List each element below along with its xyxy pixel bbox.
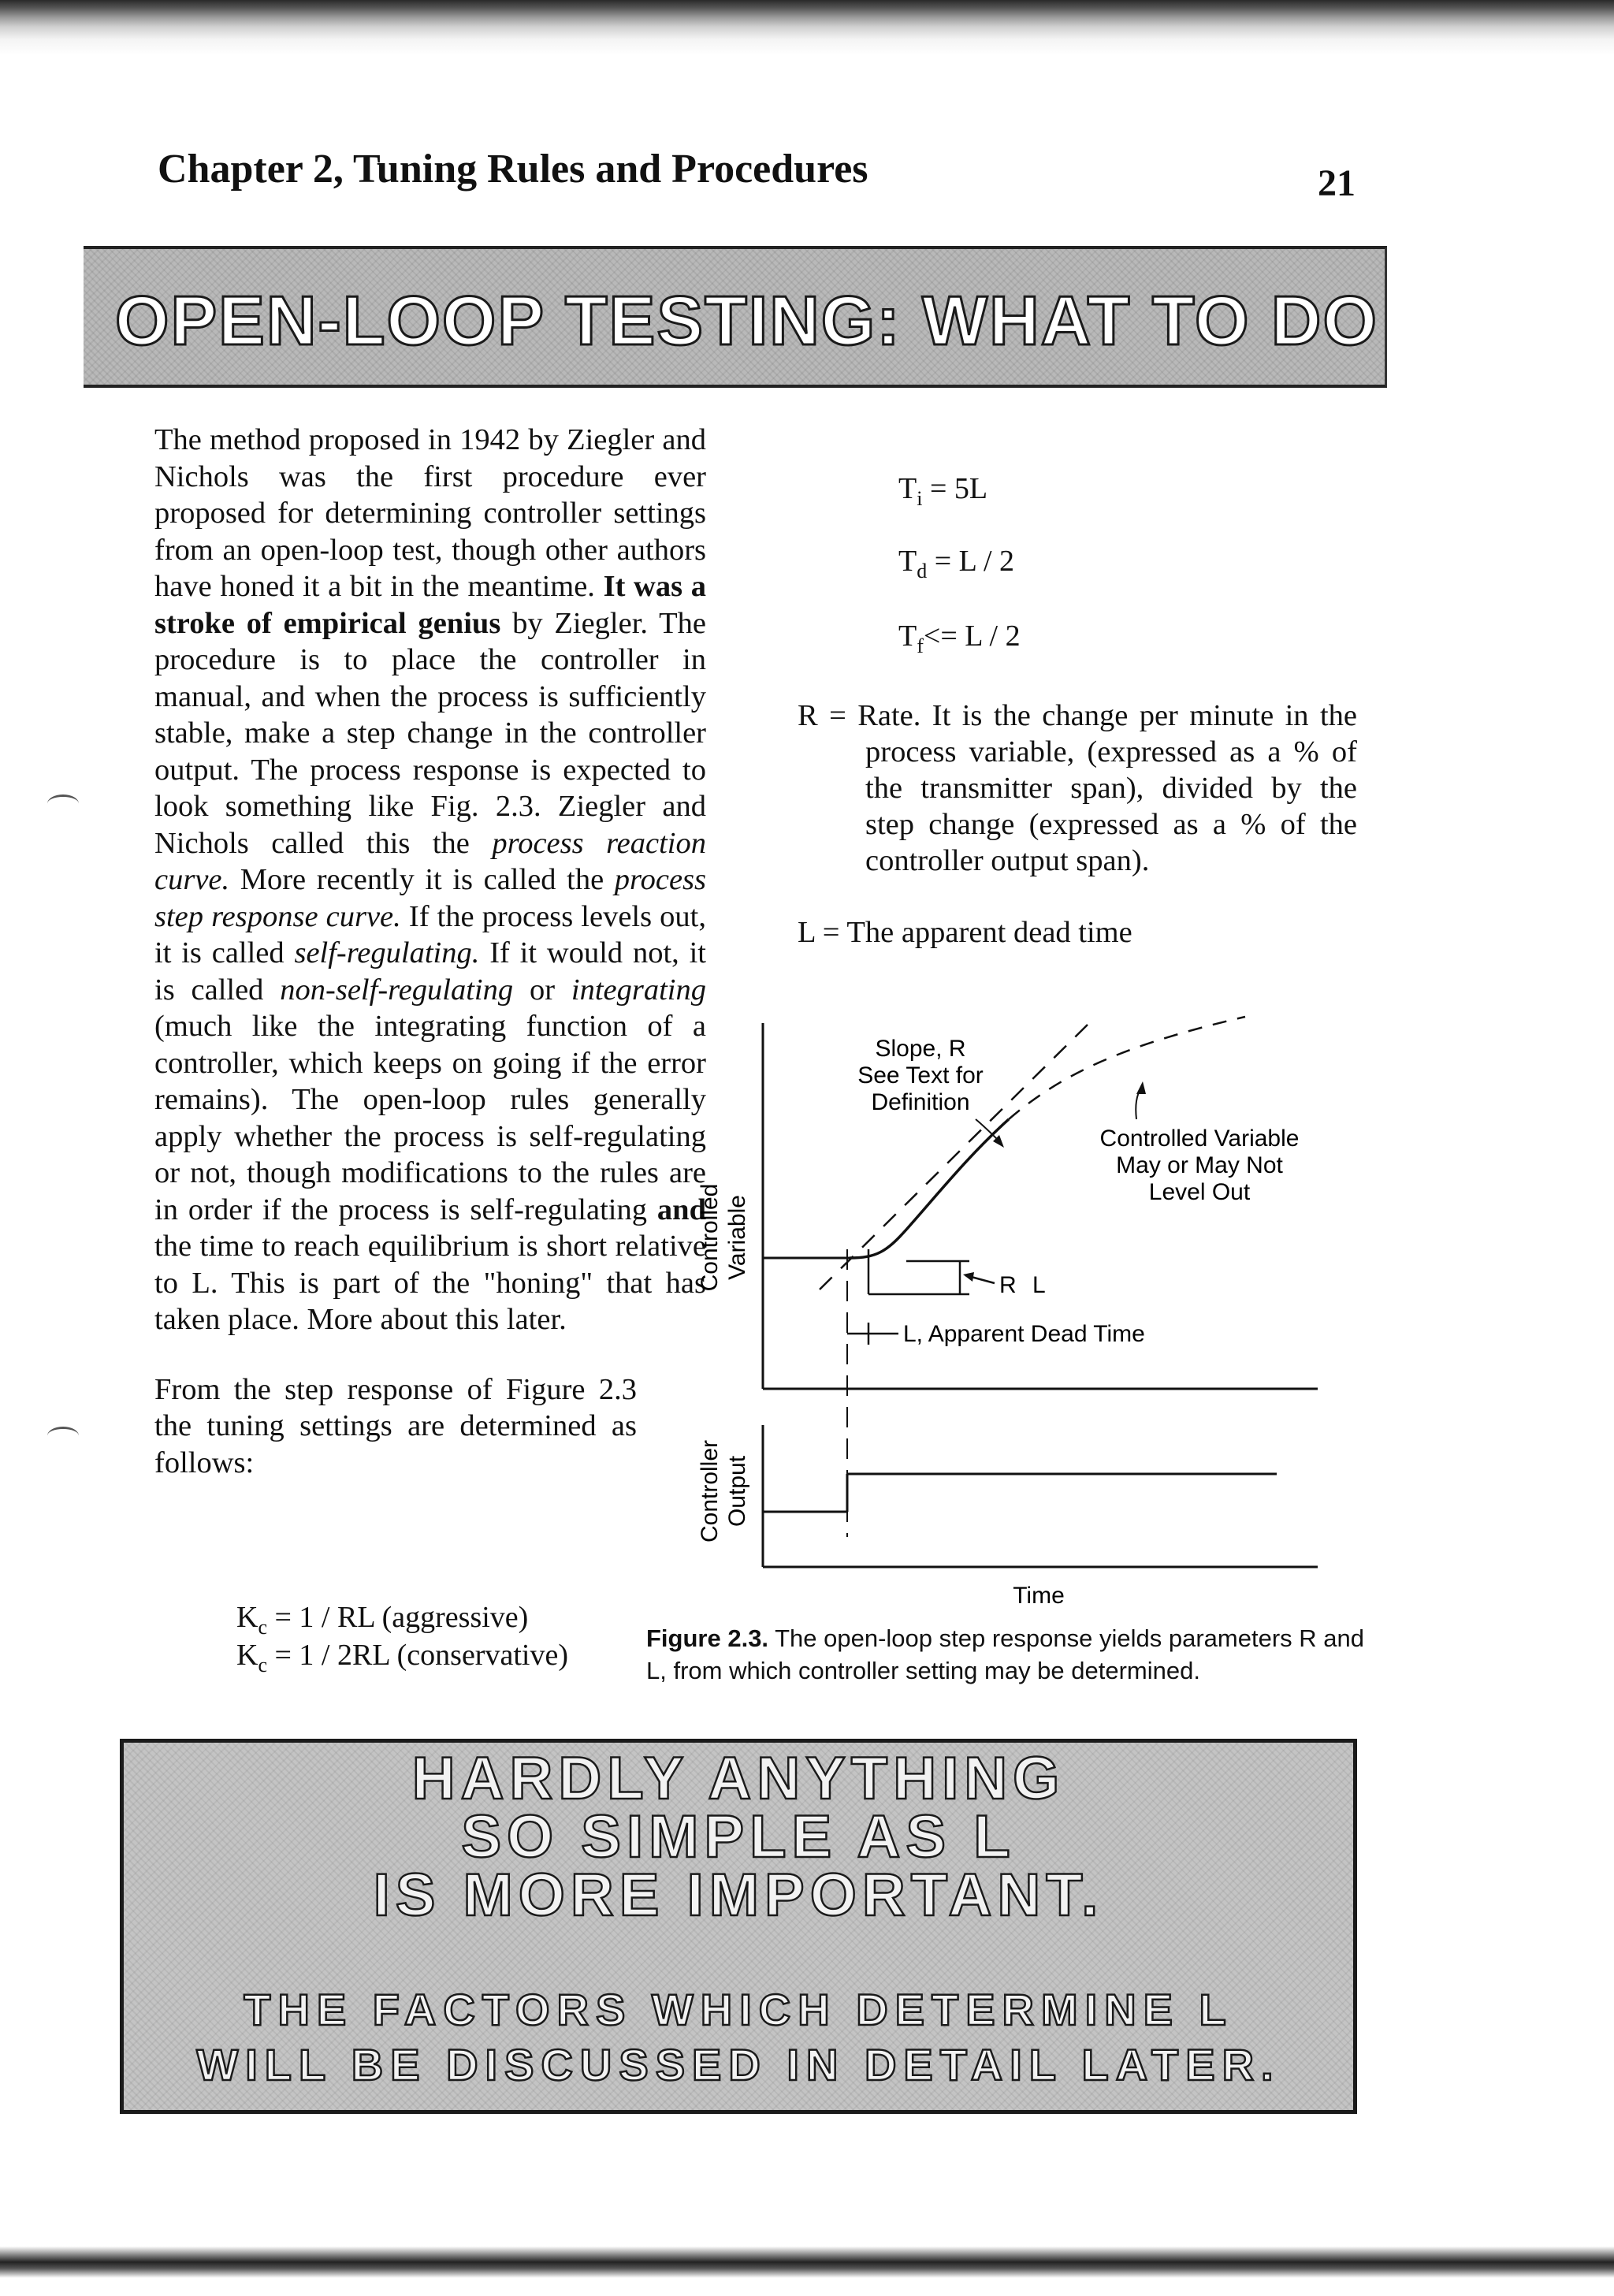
- rl-arrowhead: [963, 1272, 974, 1282]
- cv-label-2: May or May Not: [1116, 1152, 1283, 1178]
- slope-label-2: See Text for: [857, 1062, 984, 1088]
- dead-time-label: L, Apparent Dead Time: [903, 1321, 1145, 1347]
- figure-2-3: [670, 1001, 1348, 1616]
- callout-line: THE FACTORS WHICH DETERMINE L: [244, 1985, 1233, 2034]
- scan-edge-bottom: [0, 2246, 1614, 2278]
- cv-label-1: Controlled Variable: [1099, 1126, 1300, 1152]
- left-column: [154, 422, 706, 1514]
- figure-caption: Figure 2.3. The open-loop step response yields parameters R and L, from which controller setting may be determined.: [646, 1624, 1364, 1684]
- emphasis-italic: process reaction curve.: [154, 826, 706, 896]
- caption-label: Figure 2.3.: [646, 1624, 769, 1652]
- rl-label: R L: [999, 1272, 1051, 1298]
- y-label-co-2: Output: [724, 1455, 750, 1528]
- callout-box: [120, 1739, 1357, 2114]
- callout-line: WILL BE DISCUSSED IN DETAIL LATER.: [196, 2040, 1281, 2089]
- margin-mark: [47, 794, 79, 813]
- running-head: Chapter 2, Tuning Rules and Procedures: [158, 147, 868, 192]
- formula-td: $T_d = L / 2$: [898, 545, 1015, 582]
- emphasis-bold: It was a stroke of empirical genius: [154, 570, 707, 640]
- slope-label-1: Slope, R: [875, 1036, 966, 1062]
- emphasis-italic: process step response curve.: [154, 863, 706, 933]
- section-title: OPEN-LOOP TESTING: WHAT TO DO: [115, 281, 1378, 359]
- formula-ti: $T_i = 5L$: [898, 472, 988, 510]
- emphasis-italic: integrating: [571, 973, 706, 1007]
- margin-mark: [47, 1427, 79, 1445]
- slope-label-3: Definition: [871, 1089, 970, 1115]
- x-label-time: Time: [1013, 1583, 1065, 1609]
- step-response-diagram: [670, 1001, 1348, 1616]
- cv-arrowhead: [1136, 1081, 1146, 1094]
- y-label-cv-1: Controlled: [697, 1183, 723, 1292]
- callout-line: SO SIMPLE AS L: [461, 1803, 1016, 1870]
- formula-kc-conservative: $K_c = 1 / 2RL$ (conservative): [236, 1639, 568, 1676]
- page-number: 21: [1318, 162, 1356, 204]
- section-banner: [84, 246, 1387, 388]
- formula-kc-aggressive: $K_c = 1$ / RL (aggressive): [236, 1601, 529, 1639]
- body-paragraph: The method proposed in 1942 by Ziegler and Nichols was the first procedure ever proposed for determining controller settings from an open-loop test, though other authors have honed it a bit in the meantime. It was a stroke of empirical genius by Ziegler. The procedure is to place the controller in manual, and when the process is sufficiently stable, make a step change in the controller output. The process response is expected to look something like Fig. 2.3. Ziegler and Nichols called this the process reaction curve. More recently it is called the process step response curve. If the process levels out, it is called self-regulating. If it would not, it is called non-self-regulating or integrating (much like the integrating function of a controller, which keeps on going if the error remains). The open-loop rules generally apply whether the process is self-regulating or not, though modifications to the rules are in order if the process is self-regulating and the time to reach equilibrium is short relative to L. This is part of the "honing" that has taken place. More about this later.: [154, 423, 707, 1336]
- emphasis-italic: self-regulating.: [294, 936, 480, 969]
- definition-dead-time: L = The apparent dead time: [798, 916, 1132, 949]
- callout-line: HARDLY ANYTHING: [411, 1745, 1065, 1812]
- formula-tf: $T_f<= L / 2$: [898, 620, 1021, 657]
- emphasis-italic: non-self-regulating: [280, 973, 514, 1007]
- y-label-co-1: Controller: [697, 1439, 723, 1543]
- definition-rate: R = Rate. It is the change per minute in the process variable, (expressed as a % of the transmitter span), divided by the step change (expressed as a % of the controller output span).: [798, 699, 1357, 877]
- y-label-cv-2: Variable: [724, 1195, 750, 1280]
- callout-line: IS MORE IMPORTANT.: [373, 1862, 1104, 1929]
- emphasis-bold: and: [656, 1193, 706, 1226]
- cv-label-3: Level Out: [1148, 1179, 1251, 1205]
- body-paragraph: From the step response of Figure 2.3 the tuning settings are determined as follows:: [154, 1372, 637, 1479]
- scan-edge-top: [0, 0, 1614, 55]
